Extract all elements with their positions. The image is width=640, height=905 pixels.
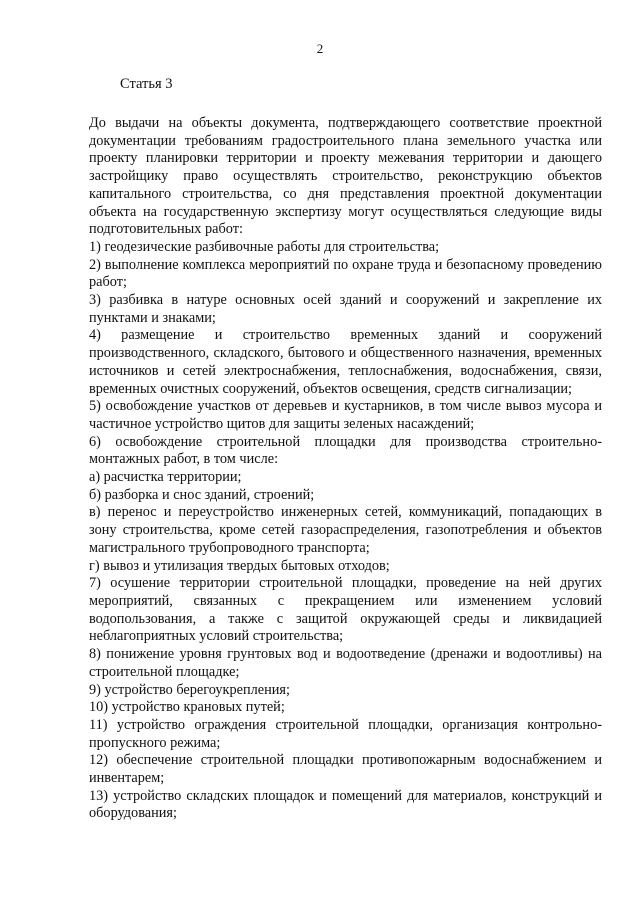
- list-item-10: 10) устройство крановых путей;: [89, 699, 285, 716]
- list-item-11: 11) устройство ограждения строительной площадки, организация контрольно-пропускного режима;: [89, 716, 602, 751]
- list-item-5: 5) освобождение участков от деревьев и кустарников, в том числе вывоз мусора и частичное устройство щитов для защиты зеленых насаждений;: [89, 398, 602, 432]
- list-item-7: 7) осушение территории строительной площадки, проведение на ней других мероприятий, связанных с прекращением или изменением условий водопользования, а также с защитой окружающей среды и ликвидацией неблагоприятных условий строительства;: [89, 575, 602, 645]
- list-item-12: 12) обеспечение строительной площадки противопожарным водоснабжением и инвентарем;: [89, 752, 602, 787]
- sub-item-a: а) расчистка территории;: [89, 469, 242, 486]
- list-item-8: 8) понижение уровня грунтовых вод и водоотведение (дренажи и водоотливы) на строительной площадке;: [89, 646, 602, 680]
- sub-item-g: г) вывоз и утилизация твердых бытовых отходов;: [89, 557, 390, 574]
- article-heading: Статья 3: [120, 76, 173, 92]
- list-item-13: 13) устройство складских площадок и помещений для материалов, конструкций и оборудования;: [89, 787, 602, 822]
- list-item-6: 6) освобождение строительной площадки для производства строительно-монтажных работ, в том числе:: [89, 433, 602, 468]
- sub-item-b: б) разборка и снос зданий, строений;: [89, 486, 315, 503]
- article-body: [89, 115, 602, 823]
- list-item-1: 1) геодезические разбивочные работы для строительства;: [89, 238, 440, 255]
- page-number: 2: [316, 41, 324, 56]
- list-item-4: 4) размещение и строительство временных зданий и сооружений производственного, складского, бытового и общественного назначения, временных источников и сетей электроснабжения, теплоснабжения, водоснабжения, связи, временных очистных сооружений, объектов освещения, средств сигнализации;: [89, 327, 602, 397]
- list-item-2: 2) выполнение комплекса мероприятий по охране труда и безопасному проведению работ;: [89, 256, 602, 291]
- intro-paragraph: До выдачи на объекты документа, подтверждающего соответствие проектной документации требованиям градостроительного плана земельного участка или проекту планировки территории и проекту межевания территории и дающего застройщику право осуществлять строительство, реконструкцию объектов капитального строительства, со дня представления проектной документации объекта на государственную экспертизу могут осуществляться следующие виды подготовительных работ:: [89, 115, 602, 238]
- sub-item-v: в) перенос и переустройство инженерных сетей, коммуникаций, попадающих в зону строительства, кроме сетей газораспределения, газопотребления и объектов магистрального трубопроводного транспорта;: [89, 504, 602, 556]
- list-item-9: 9) устройство берегоукрепления;: [89, 681, 290, 698]
- list-item-3: 3) разбивка в натуре основных осей зданий и сооружений и закрепление их пунктами и знаками;: [89, 292, 602, 326]
